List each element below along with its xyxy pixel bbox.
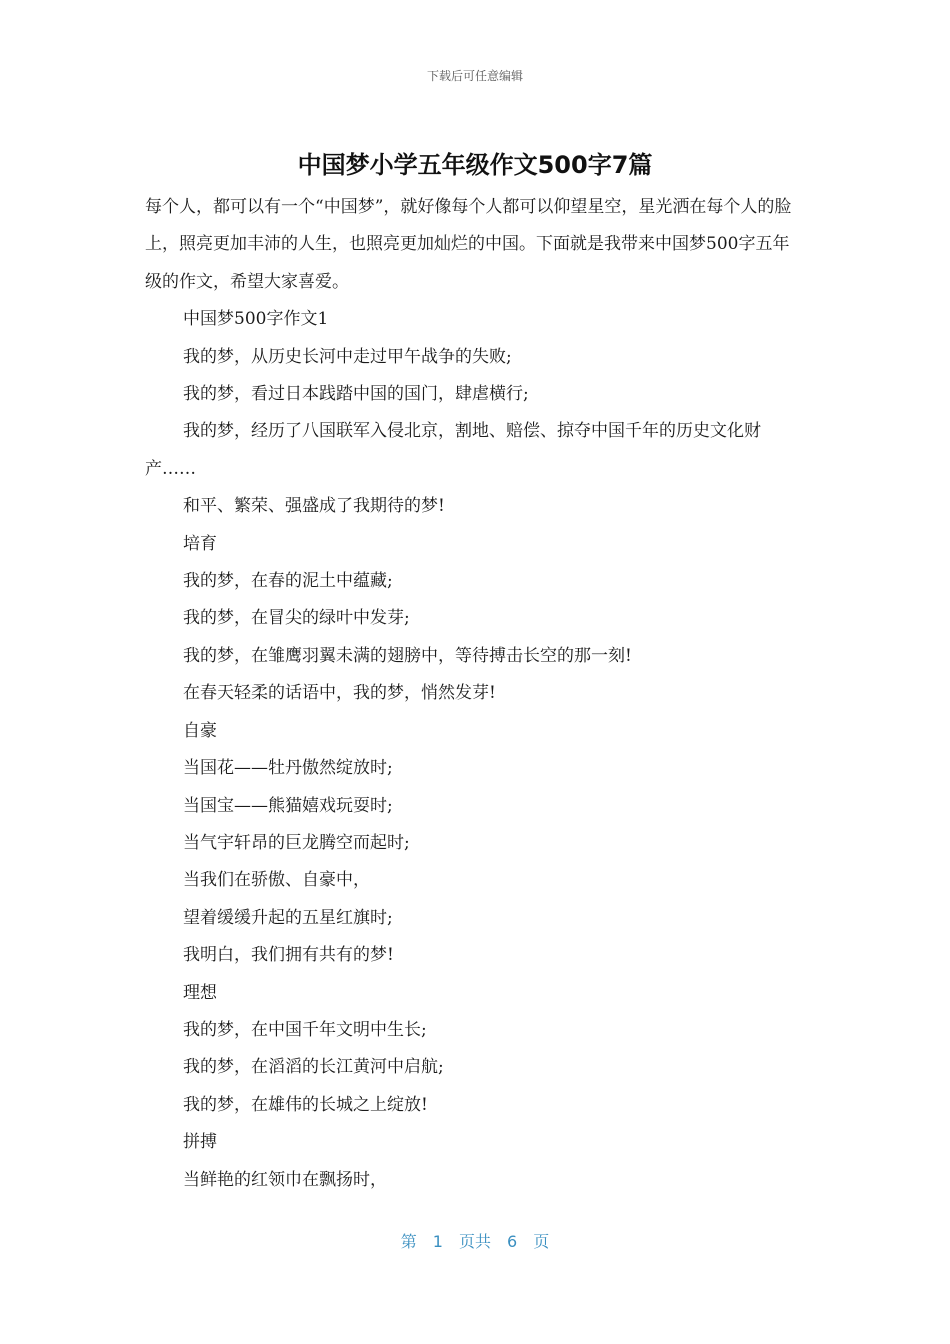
paragraph: 我的梦，在中国千年文明中生长;	[183, 1019, 427, 1040]
footer-page-number: 1	[432, 1232, 443, 1251]
paragraph: 在春天轻柔的话语中，我的梦，悄然发芽!	[183, 683, 496, 704]
paragraph: 我的梦，从历史长河中走过甲午战争的失败;	[183, 346, 512, 367]
paragraph: 当国花——牡丹傲然绽放时;	[183, 758, 393, 779]
section-heading: 拼搏	[183, 1132, 217, 1153]
page-footer	[0, 1229, 950, 1252]
paragraph: 我的梦，经历了八国联军入侵北京，割地、赔偿、掠夺中国千年的历史文化财产……	[145, 421, 761, 479]
paragraph: 当国宝——熊猫嬉戏玩耍时;	[183, 795, 393, 816]
section-heading: 理想	[183, 982, 217, 1003]
paragraph: 我的梦，在雄伟的长城之上绽放!	[183, 1094, 428, 1115]
paragraph: 当气宇轩昂的巨龙腾空而起时;	[183, 832, 410, 853]
footer-page-mid: 页共	[458, 1232, 491, 1251]
footer-page-prefix: 第	[400, 1232, 417, 1251]
footer-page-total: 6	[507, 1232, 518, 1251]
paragraph: 我的梦，在冒尖的绿叶中发芽;	[183, 608, 410, 629]
paragraph: 我的梦，看过日本践踏中国的国门，肆虐横行;	[183, 384, 529, 405]
paragraph: 和平、繁荣、强盛成了我期待的梦!	[183, 496, 445, 517]
section-heading: 培育	[183, 533, 217, 554]
paragraph: 望着缓缓升起的五星红旗时;	[183, 907, 393, 928]
document-body	[145, 189, 805, 1199]
paragraph: 我明白，我们拥有共有的梦!	[183, 945, 394, 966]
paragraph: 我的梦，在滔滔的长江黄河中启航;	[183, 1057, 444, 1078]
header-note: 下载后可任意编辑	[426, 69, 523, 83]
paragraph: 当鲜艳的红领巾在飘扬时，	[183, 1169, 387, 1190]
footer-page-suffix: 页	[533, 1232, 550, 1251]
paragraph: 中国梦500字作文1	[183, 309, 329, 330]
intro-paragraph: 每个人，都可以有一个“中国梦”，就好像每个人都可以仰望星空，星光洒在每个人的脸上，照亮更加丰沛的人生，也照亮更加灿烂的中国。下面就是我带来中国梦500字五年级的作文，希望大家喜爱。	[145, 197, 792, 292]
paragraph: 我的梦，在春的泥土中蕴藏;	[183, 571, 393, 592]
paragraph: 当我们在骄傲、自豪中，	[183, 870, 370, 891]
section-heading: 自豪	[183, 720, 217, 741]
paragraph: 我的梦，在雏鹰羽翼未满的翅膀中，等待搏击长空的那一刻!	[183, 645, 632, 666]
document-title: 中国梦小学五年级作文500字7篇	[297, 151, 653, 179]
